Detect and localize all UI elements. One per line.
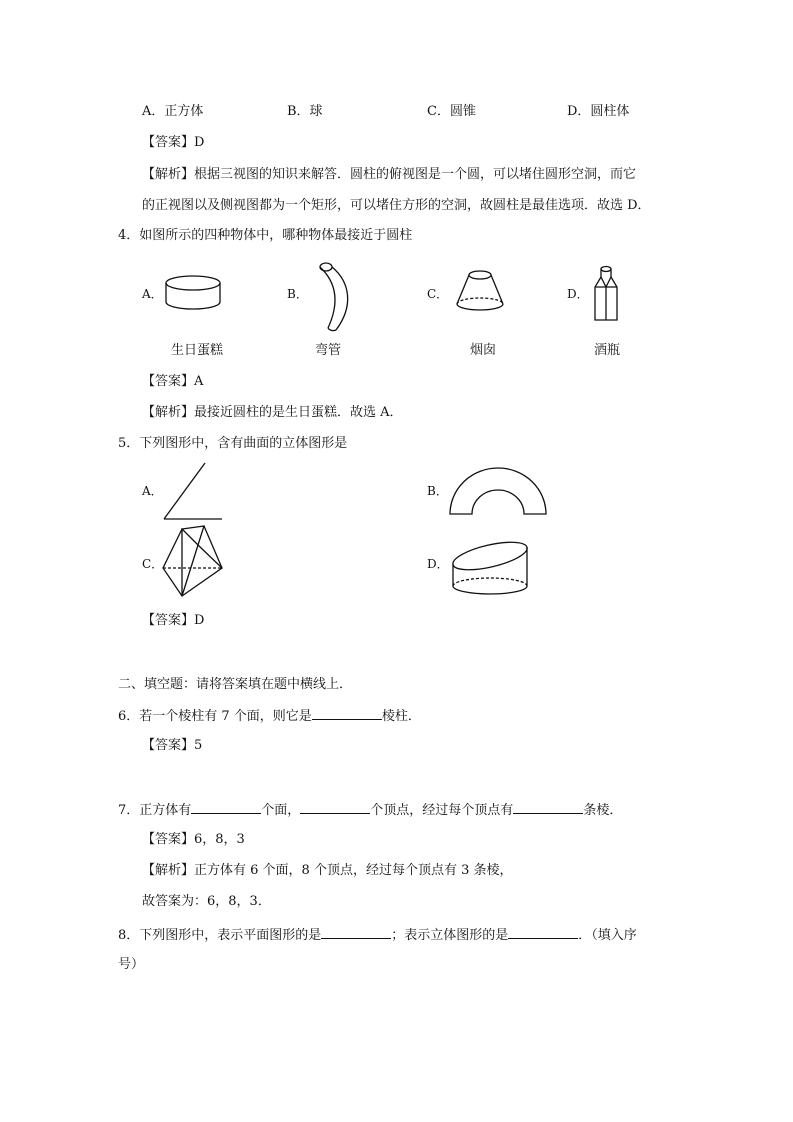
q8-text-mid: ；表示立体图形的是 (391, 928, 509, 943)
polyhedron-figure (160, 522, 226, 602)
q4-analysis: 【解析】最接近圆柱的是生日蛋糕．故选 A． (142, 405, 403, 420)
q5-stem: 5．下列图形中，含有曲面的立体图形是 (118, 436, 348, 451)
q4-label-a: A． (142, 287, 163, 301)
q3-answer: 【答案】D (142, 135, 205, 150)
q5-label-c: C． (142, 557, 164, 571)
q6-answer: 【答案】5 (142, 738, 203, 753)
q4-caption-pipe: 弯管 (315, 343, 342, 358)
q7-text-post: 条棱． (583, 803, 623, 818)
q8-text-post: ．（填入序 (578, 928, 637, 943)
q7-blank-faces[interactable] (191, 801, 261, 814)
q6-text-pre: 6．若一个棱柱有 7 个面，则它是 (118, 709, 312, 724)
q7-text-pre: 7．正方体有 (118, 803, 192, 818)
q8-stem (118, 926, 637, 944)
q7-conclusion: 故答案为：6，8，3． (142, 894, 271, 909)
q5-label-a: A． (142, 484, 163, 498)
q5-label-b: B． (427, 484, 448, 498)
q4-label-b: B． (287, 287, 308, 301)
q7-blank-vertices[interactable] (300, 801, 370, 814)
q8-stem-line2: 号） (118, 957, 145, 972)
q7-blank-edges[interactable] (513, 801, 583, 814)
bottle-figure (590, 264, 624, 324)
q8-blank-solid[interactable] (508, 926, 578, 939)
q4-caption-chimney: 烟囱 (470, 343, 497, 358)
q3-option-d: D．圆柱体 (567, 104, 630, 119)
q7-text-mid1: 个面， (261, 803, 301, 818)
section2-heading: 二、填空题：请将答案填在题中横线上． (118, 677, 353, 692)
q4-caption-bottle: 酒瓶 (594, 343, 621, 358)
q7-answer: 【答案】6，8，3 (142, 832, 245, 847)
q6-text-post: 棱柱． (381, 709, 421, 724)
q4-label-c: C． (427, 287, 449, 301)
q4-stem: 4．如图所示的四种物体中，哪种物体最接近于圆柱 (118, 228, 413, 243)
q8-blank-plane[interactable] (321, 926, 391, 939)
q6-stem (118, 707, 421, 725)
arch-figure (446, 464, 552, 518)
bent-pipe-figure (314, 260, 360, 332)
slant-cylinder-figure (448, 534, 534, 598)
q3-analysis-line1: 【解析】根据三视图的知识来解答．圆柱的俯视图是一个圆，可以堵住圆形空洞，而它 (142, 167, 637, 182)
q4-answer: 【答案】A (142, 374, 204, 389)
chimney-figure (452, 268, 508, 316)
q3-option-a: A．正方体 (142, 104, 204, 119)
q3-option-c: C．圆锥 (427, 104, 476, 119)
q7-stem (118, 801, 622, 819)
q6-blank[interactable] (312, 707, 382, 720)
q7-text-mid2: 个顶点，经过每个顶点有 (370, 803, 514, 818)
q3-analysis-line2: 的正视图以及侧视图都为一个矩形，可以堵住方形的空洞，故圆柱是最佳选项．故选 D． (142, 198, 651, 213)
angle-figure (160, 460, 226, 524)
q7-analysis: 【解析】正方体有 6 个面，8 个顶点，经过每个顶点有 3 条棱， (142, 863, 513, 878)
q4-caption-cake: 生日蛋糕 (171, 343, 224, 358)
cake-figure (162, 272, 224, 314)
q4-label-d: D． (567, 287, 589, 301)
q5-answer: 【答案】D (142, 613, 205, 628)
q5-label-d: D． (427, 557, 449, 571)
q8-text-pre: 8．下列图形中，表示平面图形的是 (118, 928, 322, 943)
q3-option-b: B．球 (287, 104, 323, 119)
